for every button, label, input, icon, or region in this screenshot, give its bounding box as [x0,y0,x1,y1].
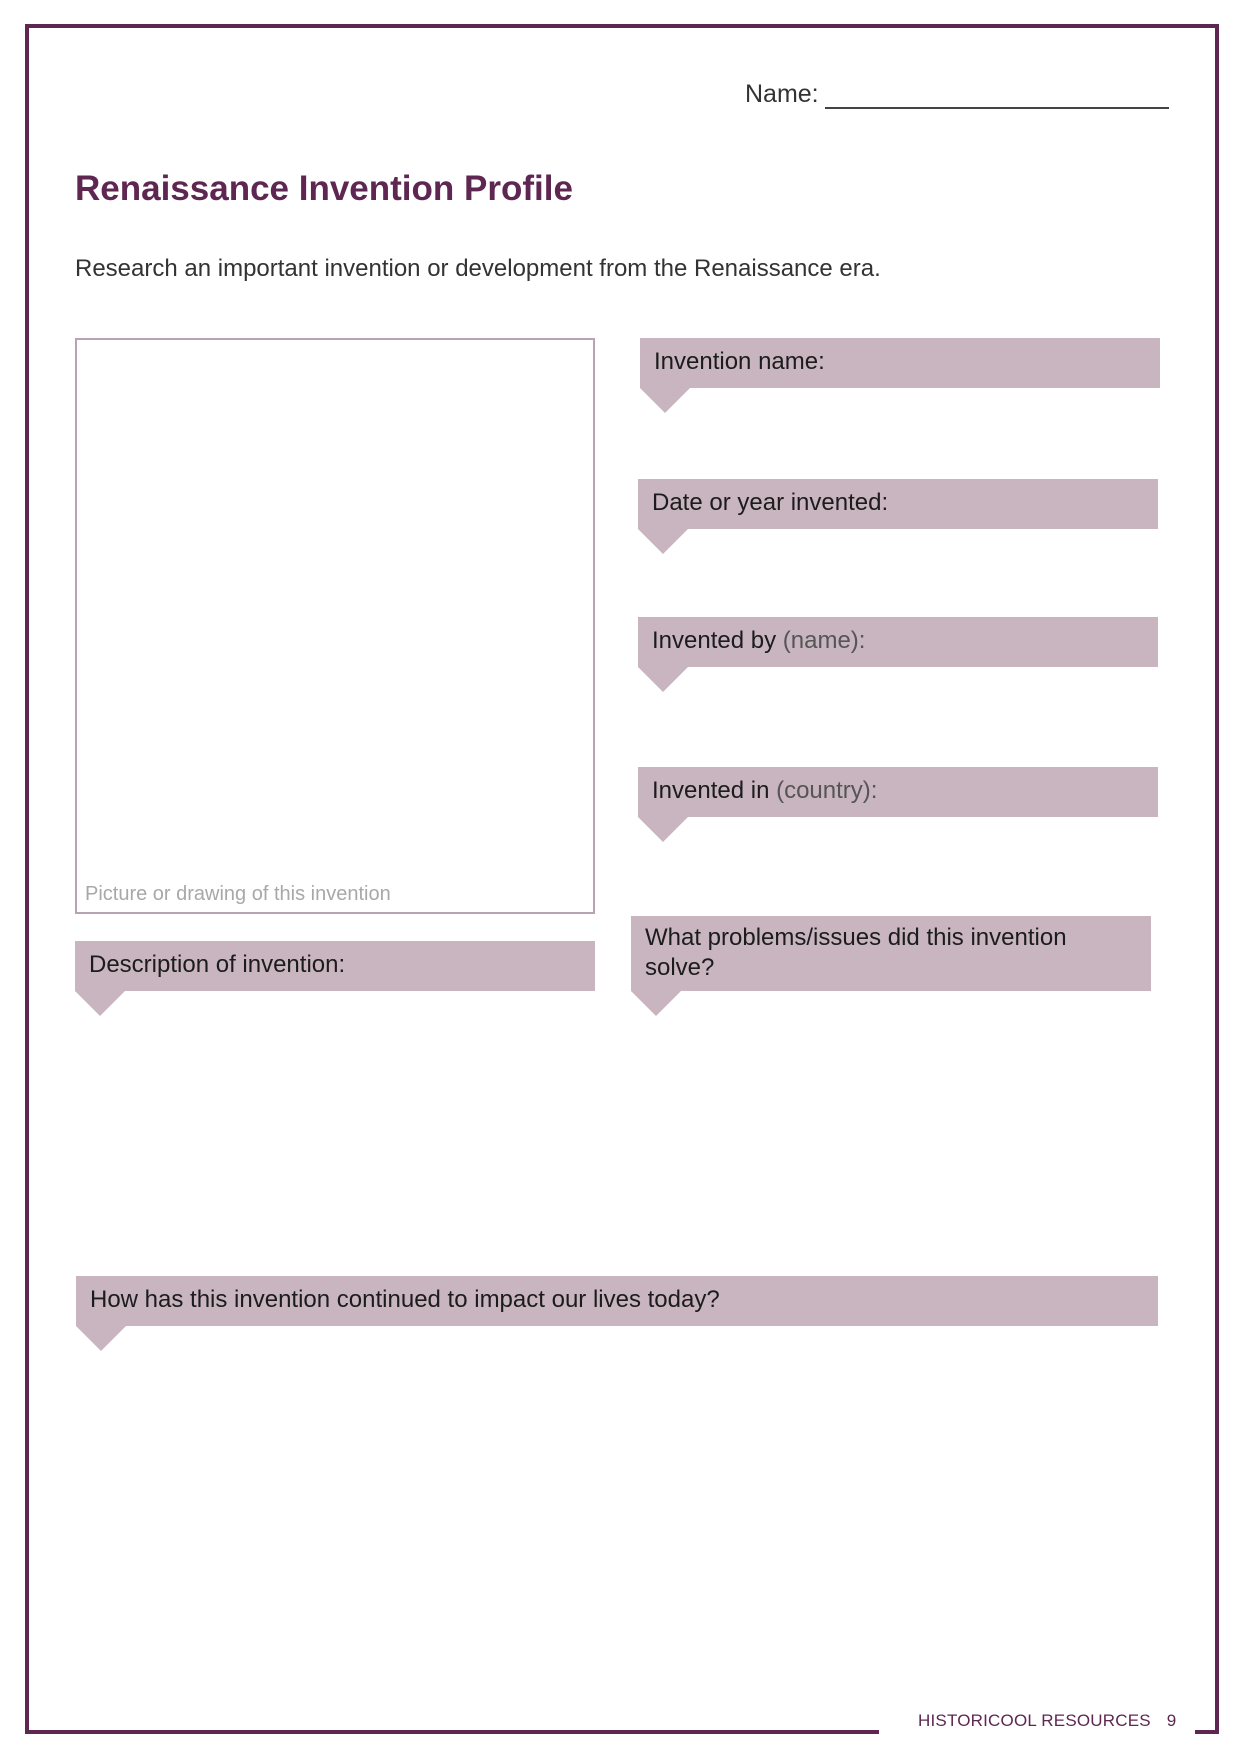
invented-in-text: Invented in [652,777,770,804]
page-border-bottom-right [1195,1730,1219,1734]
instructions: Research an important invention or development from the Renaissance era. [75,255,881,282]
invention-name-label [640,338,1160,388]
picture-box[interactable] [75,338,595,914]
page-border-bottom-left [25,1730,879,1734]
date-invented-label [638,479,1158,529]
invention-name-text: Invention name: [654,348,825,375]
name-label: Name: [745,80,819,108]
page-number: 9 [1166,1711,1177,1730]
invented-in-hint: (country): [776,777,878,804]
invented-in-label [638,767,1158,817]
description-text: Description of invention: [89,951,346,978]
invented-by-text: Invented by [652,627,777,654]
date-invented-text: Date or year invented: [652,489,889,516]
invented-by-label [638,617,1158,667]
footer-brand: HISTORICOOL RESOURCES [918,1711,1151,1730]
page-border-right [1215,24,1219,1734]
invented-by-hint: (name): [782,627,866,654]
page-border-left [25,24,29,1734]
picture-caption: Picture or drawing of this invention [85,883,391,905]
problems-solved-text: What problems/issues did this invention solve? [645,924,1067,981]
page-title: Renaissance Invention Profile [75,169,573,208]
impact-today-label [76,1276,1158,1326]
name-row [745,80,1169,109]
footer [918,1711,1176,1731]
problems-solved-label [631,916,1151,991]
description-label [75,941,595,991]
name-input-line[interactable] [825,81,1169,109]
page-border-top [25,24,1219,28]
impact-today-text: How has this invention continued to impact our lives today? [90,1286,720,1313]
